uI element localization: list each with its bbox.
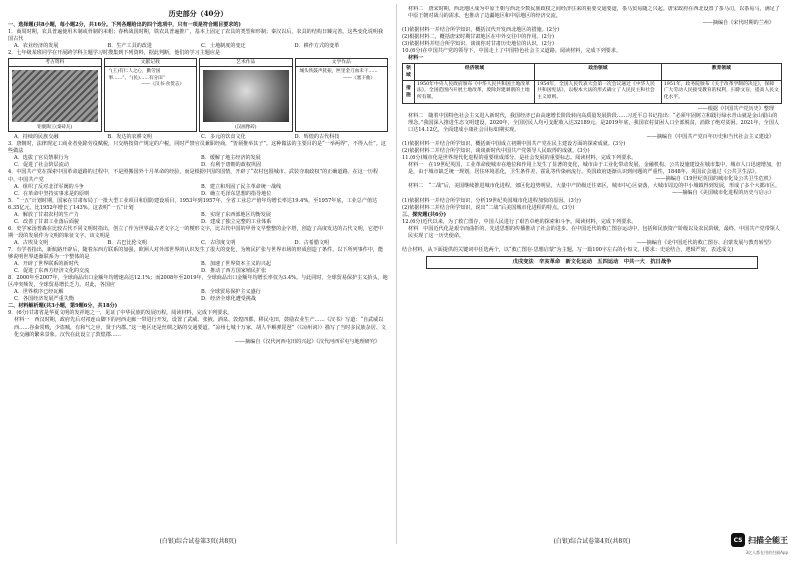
camscanner-logo-icon: CS	[731, 533, 745, 547]
question-8	[8, 275, 388, 303]
material-source: ——摘编自《19世纪英国的城市化及公共卫生危机》	[655, 176, 774, 183]
q11-material-1: 材料一 在19世纪英国，工业革命使城市在地位和作用上发生了显著的变化，城市由于工业化带动发展，金融机构、公共设施建设在城市集中，城市人口迅速增加，但是，由于城市缺乏统一规划，居住环境恶化，卫生条件差，霍乱等传染病流行。英国政府逐渐认识到问题的严重性，1848年，英国议会通过《公共卫生法》。	[408, 162, 782, 176]
table-header: 政治领域	[535, 64, 662, 80]
option-d: D．推动了西方国家殖民扩张	[201, 268, 267, 275]
q12-task: 结合材料，从下面提供的关键词中任选两个，以“救亡图存·思想启蒙”为主题，写一篇100字左右的小短文。(要求：史论结合，逻辑严密，表述成文)	[402, 246, 734, 253]
option-c: C．改善了甘肃工业落后面貌	[14, 218, 80, 225]
q11-sub-1: (1)依据材料一并结合所学知识，分析19世纪英国城市化进程加快的原因。(3分)	[402, 197, 581, 204]
panel-source: ——《汉书·食货志》	[141, 82, 184, 88]
option-c: C．在革命中坚持实事求是的原则	[14, 190, 90, 197]
question-stem: 1．商周时期，农具普遍使用木制或骨制的耒耜；春秋战国时期，铁农具普遍推广，基本上固定了农具的类型和形制；秦汉以后，农具的结构日臻完善。这些变化说明我国古代	[8, 29, 384, 43]
part1-heading: 一、选择题(共8小题，每小题2分，共16分。下列各题给出的四个选项中，只有一项是符合题目要求的)	[8, 22, 241, 28]
option-b: B．发达的农耕文明	[107, 134, 152, 141]
question-9-stem: 9．(6分)甘肃省是华夏文明的发祥地之一，见证了中华民族的发展历程。阅读材料，完成下列要求。	[8, 310, 233, 317]
table-cell: 1950年中央人民政府颁布《中华人民共和国土地改革法》，全国范围内开展土地改革，废除封建剥削的土地所有制。	[414, 80, 534, 103]
material-source: ——摘编自《论中国近代的救亡图存、启蒙发展与教育转型》	[636, 239, 774, 246]
q10-material-2: 材料二 随着中国特色社会主义进入新时代，我国经济已由高速增长阶段转向高质量发展阶段……习近平总书记指出：“必须牢固树立和践行绿水青山就是金山银山的理念。”我国深入推进生态文明建设，2020年，全国居民人均可支配收入达32189元，是2019年底，我国农村贫困人口全部脱贫，消除了绝对贫困。2021年，全国人口达14.12亿，全面建成小康社会目标如期实现。	[408, 112, 779, 134]
question-stem: 7．有学者指出，新航路开辟后，随着东西方联系的加强，欧洲人对外部世界的认识发生了很大的变化，为殖民扩张与世界市场的形成创造了条件。以下所列事件中，能够说明世界逐渐联系为一个整体的是	[8, 246, 384, 261]
question-3	[8, 141, 388, 169]
option-c: C．古印度文明	[201, 239, 236, 246]
q9-material-1: 材料一 西汉时期，政府先后对祁连山脚下的河西走廊一带进行开发，设置了武威、张掖、酒泉、敦煌四郡，移民屯田，鼓励农业生产……《汉书》写道：“自武威以西……谷籴常贱，少盗贼，有和气之应，贤于内郡。”这一地区还是丝绸之路的交通要道。“凉州七城十万家，胡人半解弹琵琶”（《凉州词》）描写了当时多民族杂居、文化交融的繁荣景象。汉代在此设立了敦煌郡……	[14, 317, 387, 338]
artwork-photo	[200, 67, 292, 125]
option-a: A．古埃及文明	[14, 239, 49, 246]
option-b: B．缓解了地主经济的发展	[201, 155, 261, 162]
panel-artwork	[199, 58, 293, 132]
option-a: A．农业经济的发展	[14, 43, 59, 50]
table-header: 教育领域	[661, 64, 781, 80]
question-stem: 6．史学家汤普森在比较古代不同文明时指出，创立了作为世界最古老文字之一的楔形文字，比古代中国的甲骨文早整整的金字塔，创造了高度发达的古代文明，它把中期一段的发展作为文明的象征文字。该文明是	[8, 225, 384, 239]
q11-material-2: 材料二 “二战”后，美国继续推进城市化进程，郊区化趋势明显，大量中产阶级迁往郊区，城市中心区衰落，大城市周边的中小城镇得到发展，形成了多个大都市区。	[408, 183, 780, 190]
q10-sub-1: (1)依据材料一并结合所学知识，概括新中国成立初期中国共产党在民主建设方面的探索成就。(3分)	[402, 141, 626, 148]
table-header: 经济领域	[414, 64, 534, 80]
page-footer: (白银)综合试卷第3页(共8页)	[159, 538, 237, 545]
panel-text: “(王)有仁人之心，勤劳国事……”。“(民)……有分田”	[108, 69, 166, 81]
panel-source: ——《塞下曲》	[342, 75, 375, 81]
question-stem: 4．中国共产党在探索中国革命道路的过程中，不是照搬国外十月革命的经验，而是根据中国的国情，开辟了“农村包围城市、武装夺取政权”的正确道路。在这一历程中，中国共产党	[8, 169, 379, 183]
q9-sub-3: (3)依据材料并结合所学知识，谈谈你对甘肃历史地位的认识。(2分)	[402, 41, 554, 48]
question-5	[8, 198, 388, 226]
option-b: B．生产工具的改进	[107, 43, 152, 50]
question-2	[8, 50, 388, 141]
option-b: B．古巴比伦文明	[107, 239, 147, 246]
option-d: D．有利于唐朝的政权巩固	[201, 162, 262, 169]
option-b: B．建立和巩固了民主革命统一战线	[201, 183, 282, 190]
q9-sub-1: (1)依据材料一并结合所学知识，概括汉代开发西北地区的措施。(2分)	[402, 27, 560, 34]
page-footer: (白银)综合试卷第4页(共8页)	[553, 538, 631, 545]
material-label: 材料一	[408, 55, 424, 62]
q9-material-2: 材料二 唐宋时期，西北地区成为中原王朝与西北少数民族政权之间经济往来的重要交通要道，茶马贸易随之兴起。唐宋政府在西北设置了茶马司，以茶易马，满足了中原王朝对战马的需求，也推动了边疆地区和中原地区的经济交流。	[408, 6, 780, 20]
question-6	[8, 226, 388, 247]
table-row	[403, 80, 782, 103]
question-1	[8, 29, 388, 50]
table-header: 领域	[403, 64, 415, 80]
question-7	[8, 247, 388, 275]
measures-table	[402, 63, 782, 104]
option-b: B．全球贸易保护主义盛行	[201, 289, 261, 296]
part2-heading: 二、材料解析题(共3小题，第9题6分，共18分)	[8, 303, 118, 310]
table-header-row	[403, 64, 782, 80]
panel-header: 文学作品	[296, 59, 388, 67]
section-title: 历史部分（40分）	[168, 9, 228, 18]
material-source: ——摘编自《美国城市化进程的历史与启示》	[672, 190, 774, 197]
q9-sub-2: (2)根据材料二，概括唐宋时期甘肃地区在中外交往中的作用。(2分)	[402, 34, 554, 41]
option-c: C．多元的饮食文化	[201, 134, 246, 141]
option-d: D．辉煌的古代科技	[294, 134, 340, 141]
panel-literature-record	[104, 58, 198, 132]
question-stem: 2．七年级某班同学在开展跨学科主题学习时搜集到下列资料，据此判断，他们的学习主题应是	[8, 50, 221, 57]
panel-header: 文献记载	[105, 59, 197, 67]
part3-heading: 三、探究题(共6分)	[402, 211, 447, 218]
option-c: C．促进了社会阶层流动	[14, 162, 69, 169]
panel-header: 考古资料	[9, 59, 101, 67]
question-stem: 8．2000年至2007年，全球商品出口金额年均增速高达12.1%；而2008年至2019年，全球商品出口金额年均增长率仅为3.4%。与此同时，全球贸易保护主义抬头，地区冲突频发，全球贸易增长乏力。对此，各国应	[8, 275, 388, 289]
option-b: B．实现了东西部地区均衡发展	[201, 211, 271, 218]
option-b: B．加速了世界资本主义的兴起	[201, 261, 271, 268]
option-c: C．促进了东西方经济文化的交流	[14, 268, 90, 275]
question-stem: 5．“一五”计划时期，国家在甘肃布局了一批大型工业项目和国防建设项目，1953年到1957年，全省工业总产值年均增长率达19.4%，至1957年底，工业总产值达6.35亿元，比1952年增长了143%。这表明“一五”计划	[8, 197, 378, 211]
keyword-box: 戊戌变法 辛亥革命 新文化运动 五四运动 中共一大 抗日战争	[426, 256, 758, 269]
panel-caption: (汉画像砖)	[234, 125, 257, 131]
row-label: 措施	[403, 80, 415, 103]
material-source: ——摘编自《中国共产党百年历史和当代社会主义建设》	[646, 134, 774, 141]
question-12-stem: 12.(6分)近代以来，为了救亡图存，中国人民进行了艰苦卓绝的探索和斗争。阅读材料，完成下列要求。	[402, 218, 637, 225]
archaeology-photo	[9, 67, 101, 125]
option-d: D．建成了独立完整的工业体系	[201, 218, 272, 225]
option-c: C．各国经济发展严重失衡	[14, 296, 74, 303]
table-cell: 1954年，全国人民代表大会第一次会议通过《中华人民共和国宪法》，以根本大法的形式确立了人民民主和社会主义原则。	[535, 80, 662, 103]
watermark-name: 扫描全能王	[748, 535, 788, 545]
question-4	[8, 169, 388, 197]
table-cell: 1951年，政务院颁布《关于改革学制的决定》，保障广大劳动人民接受教育的权利，扫除文盲，提高人民文化水平。	[661, 80, 781, 103]
material-source: ——摘编自《宋代时期的兰州》	[702, 20, 774, 27]
question-11-stem: 11.(6分)城市化是世界现代化进程的重要组成部分，是社会发展的重要标志。阅读材料，完成下列要求。	[402, 155, 637, 162]
question-10-stem: 10.(6分)在中国共产党的领导下，中国走上了中国特色社会主义道路。阅读材料，完成下列要求。	[402, 48, 622, 55]
panel-caption: 钜鹿陶工(秦砖瓦)	[37, 125, 73, 131]
question-stem: 3．唐朝时，法律规定工商业者免除劳役赋税，只交纳按资产规定的户税，同时严禁官员兼职经商，“皆须推举其子”。这种做法的主要目的是“一举两得”，不得入仕”。这些做法	[8, 141, 386, 155]
option-a: A．选拔了官员禁职行为	[14, 155, 69, 162]
exam-page-right	[402, 6, 782, 546]
panel-header: 艺术作品	[200, 59, 292, 67]
q11-sub-2: (2)依据材料二并结合所学知识，说出“二战”后美国城市化进程的特点。(3分)	[402, 204, 575, 211]
page-divider	[396, 4, 397, 544]
scanner-watermark	[731, 533, 788, 547]
option-a: A．解放了甘肃农村的生产力	[14, 211, 79, 218]
watermark-subtitle: 3亿人都在用的扫描App	[745, 550, 788, 555]
q10-sub-2: (2)依据材料二并结合所学知识，谈谈新时代中国共产党领导人民取得的成就。(3分)	[402, 148, 590, 155]
option-a: A．组织了反对北洋军阀的斗争	[14, 183, 84, 190]
option-d: D．确立毛泽东思想的指导地位	[201, 190, 272, 197]
option-d: D．耕作方式的变革	[294, 43, 340, 50]
panel-poem	[295, 58, 389, 132]
exam-page-left	[8, 6, 388, 546]
option-c: C．土地制度的变迁	[201, 43, 246, 50]
q12-material: 材料 中国近代化是艰辛而曲折的，先进思想的传播推动了社会的进步。在中国近代的救亡图存运动中，包括和民族资产阶级以及农民阶级，最终，中国共产党带领人民实现了这一历史使命。	[408, 225, 780, 239]
option-d: D．经济全球化遭受挑战	[201, 296, 257, 303]
source-panels	[8, 58, 388, 132]
material-source: ——摘编自《汉代河西屯田的兴起》《汉代河西军屯与地理研究》	[234, 338, 380, 345]
panel-text: 城头铁鼓声犹振，匣里金刀血未干……	[299, 69, 378, 75]
option-a: A．持续的民族交融	[14, 134, 59, 141]
panel-archaeology	[8, 58, 102, 132]
option-d: D．古希腊文明	[294, 239, 330, 246]
option-a: A．开辟了世界联系的新时代	[14, 261, 79, 268]
option-a: A．世界秩序已经瓦解	[14, 289, 64, 296]
table-source: ——根据《中国共产党历史》整理	[697, 105, 774, 112]
